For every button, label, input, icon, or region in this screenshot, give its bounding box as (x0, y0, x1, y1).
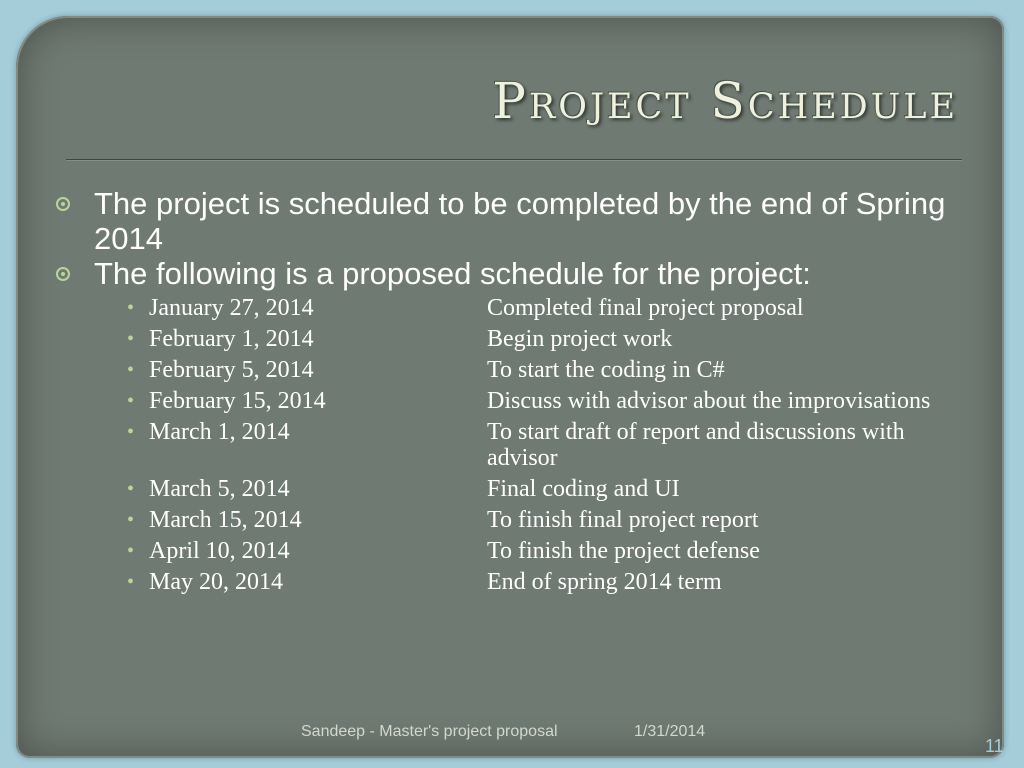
dot-bullet-icon: • (127, 540, 135, 562)
schedule-task: To start the coding in C# (487, 357, 725, 383)
footer-author: Sandeep - Master's project proposal (301, 723, 558, 740)
bullet-text: The project is scheduled to be completed by the end of Spring 2014 (94, 186, 946, 256)
bullet-schedule-intro (54, 256, 974, 291)
schedule-item (54, 357, 974, 383)
dot-bullet-icon: • (127, 328, 135, 350)
schedule-item (54, 538, 974, 564)
schedule-item (54, 326, 974, 352)
bullet-completion (54, 186, 974, 256)
schedule-item (54, 295, 974, 321)
schedule-date: April 10, 2014 (149, 538, 290, 564)
schedule-item (54, 388, 974, 414)
dot-bullet-icon: • (127, 421, 135, 443)
schedule-date: February 1, 2014 (149, 326, 314, 352)
schedule-date: March 1, 2014 (149, 419, 290, 445)
slide-title: Project Schedule (492, 72, 958, 130)
schedule-date: February 15, 2014 (149, 388, 326, 414)
dot-bullet-icon: • (127, 478, 135, 500)
schedule-task: Completed final project proposal (487, 295, 804, 321)
dot-bullet-icon: • (127, 359, 135, 381)
schedule-task: Begin project work (487, 326, 673, 352)
footer-date: 1/31/2014 (634, 723, 706, 740)
circle-bullet-icon (56, 197, 70, 211)
bullet-text: The following is a proposed schedule for the project: (94, 256, 811, 291)
schedule-item (54, 476, 974, 502)
schedule-date: February 5, 2014 (149, 357, 314, 383)
schedule-item (54, 569, 974, 595)
schedule-date: March 5, 2014 (149, 476, 290, 502)
title-divider (66, 159, 962, 161)
schedule-item (54, 419, 974, 471)
schedule-task: To finish final project report (487, 507, 759, 533)
schedule-list (54, 295, 974, 595)
dot-bullet-icon: • (127, 571, 135, 593)
slide-content (54, 186, 974, 600)
schedule-task: Discuss with advisor about the improvisations (487, 388, 931, 414)
dot-bullet-icon: • (127, 297, 135, 319)
schedule-task: End of spring 2014 term (487, 569, 722, 595)
page-number: 11 (985, 736, 1004, 756)
schedule-date: May 20, 2014 (149, 569, 283, 595)
dot-bullet-icon: • (127, 390, 135, 412)
slide (16, 16, 1004, 758)
schedule-task: To start draft of report and discussions with advisor (487, 419, 905, 471)
dot-bullet-icon: • (127, 509, 135, 531)
schedule-date: March 15, 2014 (149, 507, 302, 533)
schedule-task: To finish the project defense (487, 538, 760, 564)
schedule-item (54, 507, 974, 533)
schedule-date: January 27, 2014 (149, 295, 314, 321)
schedule-task: Final coding and UI (487, 476, 680, 502)
circle-bullet-icon (56, 267, 70, 281)
